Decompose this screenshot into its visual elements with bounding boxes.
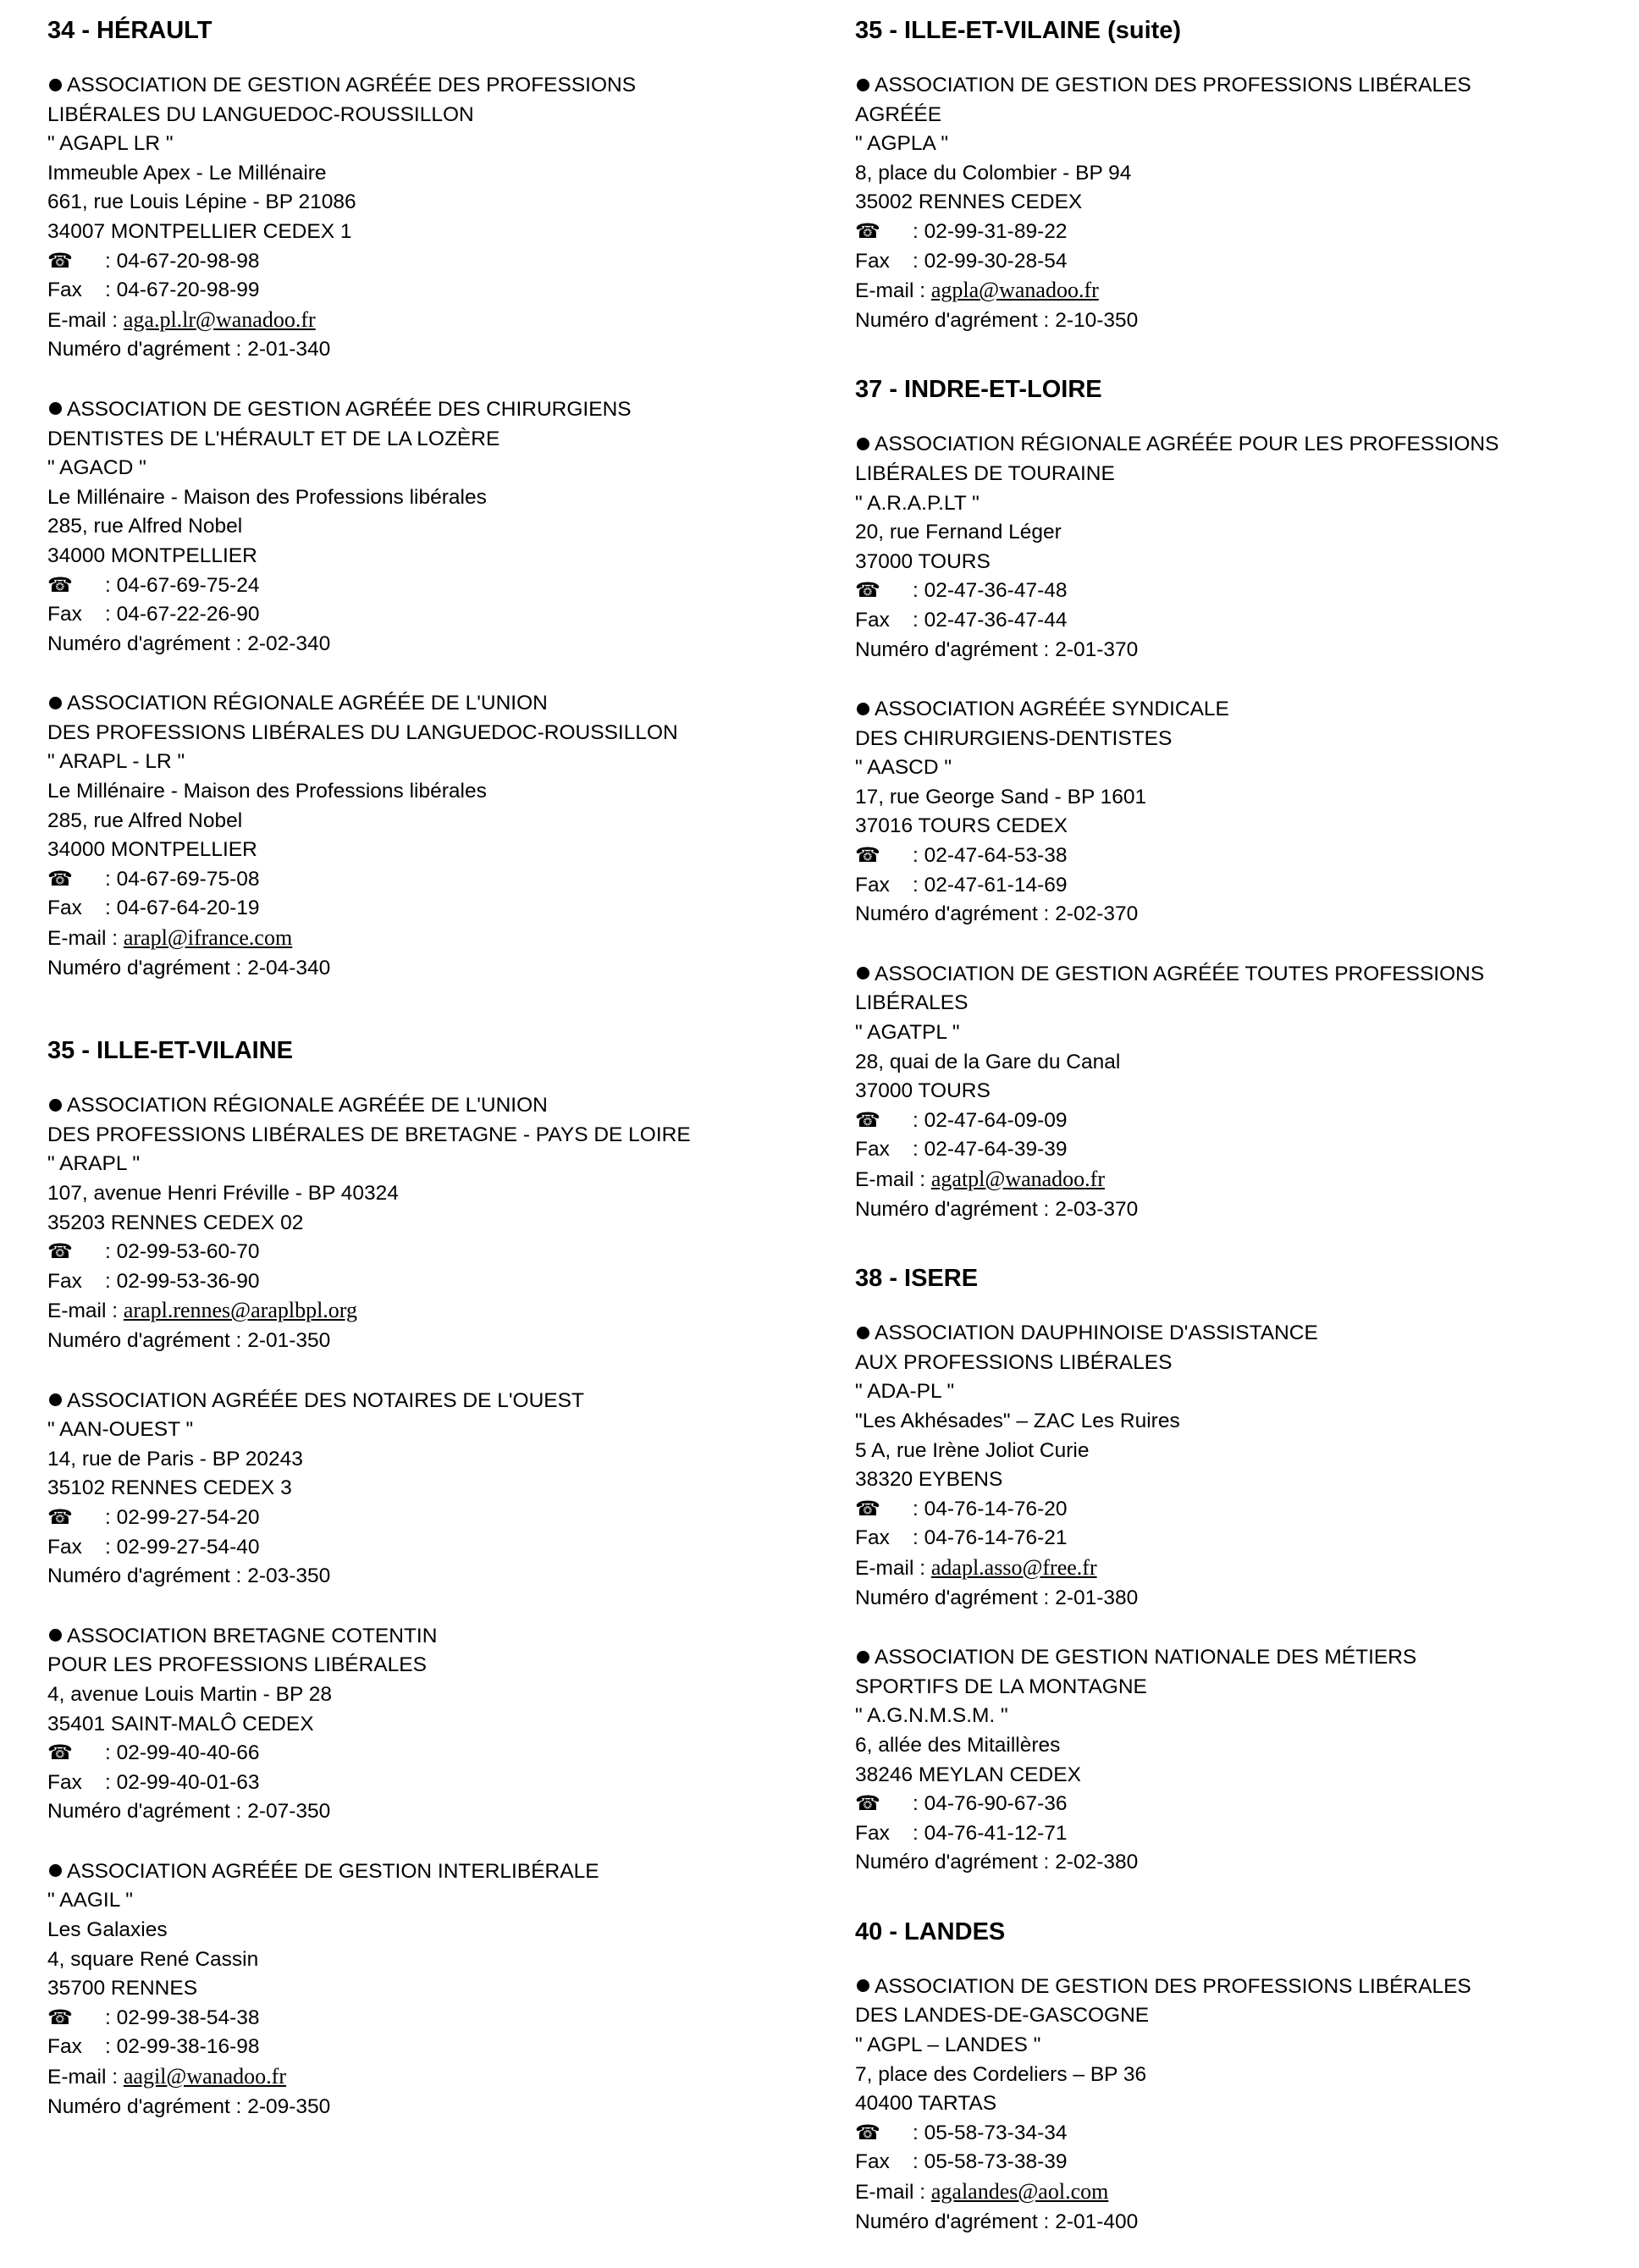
agrement-number: 2-03-350	[247, 1564, 331, 1588]
agrement-line	[47, 954, 826, 984]
address-line: Le Millénaire - Maison des Professions libérales	[47, 485, 487, 509]
fax-number: : 04-76-14-76-21	[913, 1526, 1068, 1550]
email-link[interactable]: arapl@ifrance.com	[123, 925, 293, 951]
address-line: 7, place des Cordeliers – BP 36	[855, 2062, 1147, 2086]
fax-label: Fax	[47, 897, 82, 920]
agrement-line	[47, 335, 826, 365]
phone-icon: ☎	[47, 573, 73, 597]
section-title: 38 - ISERE	[855, 1265, 979, 1293]
address-line: Immeuble Apex - Le Millénaire	[47, 161, 327, 185]
phone-number: : 04-67-69-75-24	[105, 573, 260, 597]
association-acronym: " AGATPL "	[855, 1021, 960, 1045]
association-name-line	[47, 395, 826, 425]
association-entry	[855, 1973, 1634, 2237]
fax-number: : 02-47-36-47-44	[913, 608, 1068, 632]
association-name: DES PROFESSIONS LIBÉRALES DU LANGUEDOC-ROUSSILLON	[47, 720, 678, 744]
email-label: E-mail :	[855, 279, 926, 303]
association-name-line	[855, 1673, 1634, 1702]
agrement-label: Numéro d'agrément :	[855, 902, 1050, 926]
phone-number: : 02-47-64-09-09	[913, 1108, 1068, 1132]
association-name: POUR LES PROFESSIONS LIBÉRALES	[47, 1653, 427, 1677]
agrement-line	[47, 1797, 826, 1827]
agrement-number: 2-04-340	[247, 956, 331, 979]
email-line	[855, 2177, 1634, 2208]
address-line: 37000 TOURS	[855, 549, 991, 573]
fax-line	[47, 600, 826, 630]
fax-line	[855, 2148, 1634, 2177]
association-acronym: " AGPLA "	[855, 132, 949, 156]
phone-line	[47, 865, 826, 895]
fax-line	[855, 1135, 1634, 1165]
agrement-line	[47, 630, 826, 659]
phone-line	[855, 1790, 1634, 1819]
fax-number: : 04-67-22-26-90	[105, 603, 260, 626]
fax-label: Fax	[855, 1821, 890, 1845]
email-link[interactable]: arapl.rennes@araplbpl.org	[123, 1298, 357, 1323]
address-line: 38246 MEYLAN CEDEX	[855, 1763, 1081, 1786]
phone-number: : 02-47-64-53-38	[913, 844, 1068, 868]
phone-line	[855, 1106, 1634, 1136]
address-line: 14, rue de Paris - BP 20243	[47, 1447, 303, 1471]
address-line: 34007 MONTPELLIER CEDEX 1	[47, 219, 352, 243]
agrement-label: Numéro d'agrément :	[855, 2210, 1050, 2233]
agrement-line	[855, 2208, 1634, 2238]
agrement-label: Numéro d'agrément :	[47, 2094, 242, 2118]
section	[855, 15, 1634, 335]
address-line: 40400 TARTAS	[855, 2092, 997, 2116]
fax-number: : 02-47-61-14-69	[913, 873, 1068, 897]
association-name: ASSOCIATION DE GESTION DES PROFESSIONS LIBÉRALES	[875, 1974, 1471, 1998]
association-name-line	[855, 1973, 1634, 2002]
section	[855, 374, 1634, 1224]
address-line: 37016 TOURS CEDEX	[855, 814, 1068, 838]
agrement-number: 2-01-400	[1055, 2210, 1139, 2233]
bullet-icon	[857, 967, 869, 979]
fax-label: Fax	[47, 1535, 82, 1559]
email-label: E-mail :	[47, 2066, 119, 2089]
association-entry	[47, 1091, 826, 1355]
bullet-icon	[857, 1651, 869, 1664]
association-name: ASSOCIATION DE GESTION AGRÉÉE DES CHIRURGIENS	[67, 397, 632, 421]
email-line	[47, 1296, 826, 1327]
agrement-label: Numéro d'agrément :	[47, 1328, 242, 1352]
email-line	[47, 306, 826, 336]
email-link[interactable]: agatpl@wanadoo.fr	[930, 1167, 1106, 1191]
phone-icon: ☎	[855, 1108, 880, 1132]
phone-line	[47, 571, 826, 601]
agrement-label: Numéro d'agrément :	[47, 1800, 242, 1824]
association-name-line	[855, 695, 1634, 725]
address-line: 285, rue Alfred Nobel	[47, 808, 243, 832]
agrement-line	[855, 900, 1634, 930]
agrement-line	[855, 636, 1634, 665]
agrement-label: Numéro d'agrément :	[855, 1197, 1050, 1221]
fax-line	[855, 871, 1634, 901]
email-label: E-mail :	[855, 1556, 926, 1580]
phone-line	[855, 218, 1634, 247]
email-label: E-mail :	[47, 308, 119, 332]
association-entry	[855, 1643, 1634, 1878]
section-title: 37 - INDRE-ET-LOIRE	[855, 376, 1102, 404]
association-name-line	[47, 689, 826, 719]
fax-number: : 02-99-38-16-98	[105, 2035, 260, 2059]
phone-icon: ☎	[47, 1741, 73, 1765]
association-name: LIBÉRALES DU LANGUEDOC-ROUSSILLON	[47, 102, 474, 126]
fax-number: : 04-67-64-20-19	[105, 897, 260, 920]
address-line: 20, rue Fernand Léger	[855, 521, 1062, 544]
association-acronym: " A.R.A.P.LT "	[855, 491, 980, 515]
association-entry	[855, 960, 1634, 1224]
fax-line	[47, 276, 826, 306]
association-name: ASSOCIATION RÉGIONALE AGRÉÉE POUR LES PROFESSIONS	[875, 433, 1499, 456]
association-name: DES CHIRURGIENS-DENTISTES	[855, 726, 1173, 750]
fax-label: Fax	[47, 1269, 82, 1293]
email-label: E-mail :	[855, 2181, 926, 2205]
address-line: 4, avenue Louis Martin - BP 28	[47, 1682, 332, 1706]
fax-line	[47, 1267, 826, 1297]
address-line: 37000 TOURS	[855, 1079, 991, 1103]
agrement-line	[47, 1562, 826, 1592]
phone-line	[47, 1504, 826, 1533]
address-line: 5 A, rue Irène Joliot Curie	[855, 1438, 1090, 1462]
agrement-line	[47, 1327, 826, 1356]
agrement-number: 2-09-350	[247, 2094, 331, 2118]
association-name: LIBÉRALES	[855, 991, 968, 1015]
agrement-label: Numéro d'agrément :	[47, 338, 242, 361]
email-link[interactable]: agalandes@aol.com	[930, 2179, 1109, 2205]
section-title: 40 - LANDES	[855, 1918, 1006, 1945]
phone-number: : 04-67-20-98-98	[105, 249, 260, 273]
association-name-line	[855, 1643, 1634, 1673]
association-entry	[855, 1319, 1634, 1613]
fax-line	[855, 606, 1634, 636]
bullet-icon	[49, 402, 62, 415]
fax-line	[855, 1819, 1634, 1849]
bullet-icon	[49, 1393, 62, 1406]
phone-number: : 05-58-73-34-34	[913, 2121, 1068, 2144]
association-acronym: " ARAPL "	[47, 1152, 141, 1176]
fax-number: : 02-99-27-54-40	[105, 1535, 260, 1559]
association-name: LIBÉRALES DE TOURAINE	[855, 461, 1115, 485]
phone-line	[855, 842, 1634, 871]
phone-number: : 04-67-69-75-08	[105, 867, 260, 891]
address-line: 38320 EYBENS	[855, 1468, 1003, 1492]
phone-icon: ☎	[855, 219, 880, 243]
association-entry	[855, 695, 1634, 930]
association-name: ASSOCIATION DE GESTION AGRÉÉE TOUTES PROFESSIONS	[875, 962, 1485, 985]
association-name-line	[855, 725, 1634, 754]
bullet-icon	[857, 79, 869, 91]
phone-number: : 02-99-40-40-66	[105, 1741, 260, 1765]
association-name: DES LANDES-DE-GASCOGNE	[855, 2004, 1150, 2028]
email-line	[855, 1553, 1634, 1584]
agrement-label: Numéro d'agrément :	[855, 308, 1050, 332]
association-name-line	[47, 1651, 826, 1680]
fax-number: : 05-58-73-38-39	[913, 2150, 1068, 2174]
phone-number: : 02-99-38-54-38	[105, 2006, 260, 2029]
bullet-icon	[857, 1327, 869, 1339]
fax-line	[47, 1769, 826, 1798]
phone-line	[855, 1495, 1634, 1525]
fax-label: Fax	[855, 873, 890, 897]
right-column	[855, 15, 1634, 2237]
agrement-number: 2-02-380	[1055, 1851, 1139, 1874]
fax-label: Fax	[47, 279, 82, 302]
phone-line	[47, 2004, 826, 2033]
association-name-line	[855, 989, 1634, 1018]
association-entry	[47, 689, 826, 983]
association-name-line	[47, 71, 826, 101]
section-title: 34 - HÉRAULT	[47, 17, 212, 44]
fax-label: Fax	[47, 603, 82, 626]
association-name-line	[855, 460, 1634, 489]
bullet-icon	[857, 438, 869, 450]
phone-icon: ☎	[47, 867, 73, 891]
agrement-label: Numéro d'agrément :	[855, 637, 1050, 661]
association-name: DES PROFESSIONS LIBÉRALES DE BRETAGNE - PAYS DE LOIRE	[47, 1123, 691, 1146]
fax-number: : 02-99-53-36-90	[105, 1269, 260, 1293]
agrement-line	[855, 1195, 1634, 1225]
fax-number: : 04-67-20-98-99	[105, 279, 260, 302]
agrement-label: Numéro d'agrément :	[47, 1564, 242, 1588]
fax-label: Fax	[855, 1526, 890, 1550]
email-label: E-mail :	[47, 1300, 119, 1323]
association-acronym: " AGPL – LANDES "	[855, 2033, 1041, 2057]
phone-line	[47, 247, 826, 277]
fax-label: Fax	[855, 608, 890, 632]
section	[855, 1263, 1634, 1878]
bullet-icon	[49, 697, 62, 709]
address-line: "Les Akhésades" – ZAC Les Ruires	[855, 1409, 1180, 1432]
association-name-line	[47, 1387, 826, 1416]
email-link[interactable]: aagil@wanadoo.fr	[123, 2064, 287, 2089]
association-acronym: " AGACD "	[47, 456, 146, 480]
agrement-line	[855, 1848, 1634, 1878]
bullet-icon	[857, 1979, 869, 1992]
fax-line	[47, 1533, 826, 1563]
email-label: E-mail :	[855, 1168, 926, 1191]
phone-icon: ☎	[855, 2121, 880, 2144]
email-line	[47, 924, 826, 954]
association-entry	[47, 1387, 826, 1592]
phone-icon: ☎	[47, 2006, 73, 2029]
email-line	[855, 1165, 1634, 1195]
fax-number: : 04-76-41-12-71	[913, 1821, 1068, 1845]
agrement-line	[855, 1584, 1634, 1614]
address-line: 28, quai de la Gare du Canal	[855, 1050, 1121, 1073]
association-name: ASSOCIATION AGRÉÉE SYNDICALE	[875, 698, 1229, 721]
bullet-icon	[857, 703, 869, 715]
email-label: E-mail :	[47, 927, 119, 951]
fax-line	[47, 894, 826, 924]
association-name-line	[855, 101, 1634, 130]
phone-number: : 02-99-53-60-70	[105, 1240, 260, 1264]
agrement-number: 2-01-340	[247, 338, 331, 361]
address-line: Les Galaxies	[47, 1918, 168, 1942]
phone-number: : 02-99-31-89-22	[913, 219, 1068, 243]
association-name-line	[47, 1121, 826, 1151]
association-name: SPORTIFS DE LA MONTAGNE	[855, 1675, 1147, 1698]
address-line: 8, place du Colombier - BP 94	[855, 161, 1132, 185]
left-column	[47, 15, 826, 2122]
agrement-number: 2-01-380	[1055, 1586, 1139, 1609]
agrement-number: 2-07-350	[247, 1800, 331, 1824]
address-line: 285, rue Alfred Nobel	[47, 515, 243, 538]
address-line: 17, rue George Sand - BP 1601	[855, 785, 1147, 808]
address-line: 34000 MONTPELLIER	[47, 544, 257, 567]
association-acronym: " A.G.N.M.S.M. "	[855, 1704, 1008, 1728]
association-name: ASSOCIATION RÉGIONALE AGRÉÉE DE L'UNION	[67, 1094, 548, 1117]
address-line: Le Millénaire - Maison des Professions libérales	[47, 780, 487, 803]
email-line	[47, 2062, 826, 2093]
agrement-number: 2-01-350	[247, 1328, 331, 1352]
association-name: DENTISTES DE L'HÉRAULT ET DE LA LOZÈRE	[47, 427, 500, 450]
fax-number: : 02-99-40-01-63	[105, 1770, 260, 1794]
fax-label: Fax	[47, 2035, 82, 2059]
phone-number: : 04-76-90-67-36	[913, 1792, 1068, 1816]
phone-line	[855, 2119, 1634, 2149]
phone-line	[855, 577, 1634, 606]
phone-icon: ☎	[47, 249, 73, 273]
fax-number: : 02-47-64-39-39	[913, 1138, 1068, 1162]
association-acronym: " AAN-OUEST "	[47, 1418, 194, 1442]
fax-label: Fax	[855, 1138, 890, 1162]
address-line: 661, rue Louis Lépine - BP 21086	[47, 190, 356, 214]
address-line: 35700 RENNES	[47, 1977, 198, 2000]
section	[855, 1917, 1634, 2237]
association-name-line	[855, 1319, 1634, 1349]
bullet-icon	[49, 1864, 62, 1877]
association-name-line	[47, 425, 826, 455]
fax-line	[47, 2033, 826, 2062]
email-link[interactable]: agpla@wanadoo.fr	[930, 278, 1099, 303]
association-acronym: " ARAPL - LR "	[47, 750, 185, 774]
fax-label: Fax	[855, 249, 890, 273]
agrement-number: 2-02-370	[1055, 902, 1139, 926]
association-name: AUX PROFESSIONS LIBÉRALES	[855, 1350, 1173, 1374]
agrement-number: 2-10-350	[1055, 308, 1139, 332]
address-line: 4, square René Cassin	[47, 1947, 259, 1971]
address-line: 6, allée des Mitaillères	[855, 1733, 1061, 1757]
association-name: ASSOCIATION AGRÉÉE DES NOTAIRES DE L'OUEST	[67, 1388, 584, 1412]
phone-number: : 02-99-27-54-20	[105, 1505, 260, 1529]
address-line: 35401 SAINT-MALÔ CEDEX	[47, 1712, 314, 1735]
agrement-label: Numéro d'agrément :	[47, 632, 242, 655]
association-acronym: " AAGIL "	[47, 1889, 133, 1912]
association-name: ASSOCIATION RÉGIONALE AGRÉÉE DE L'UNION	[67, 692, 548, 715]
association-acronym: " AASCD "	[855, 756, 952, 780]
association-name-line	[855, 71, 1634, 101]
association-name: ASSOCIATION BRETAGNE COTENTIN	[67, 1624, 438, 1647]
association-name: ASSOCIATION DE GESTION NATIONALE DES MÉTIERS	[875, 1646, 1417, 1669]
association-name: ASSOCIATION DE GESTION DES PROFESSIONS LIBÉRALES	[875, 74, 1471, 97]
association-name-line	[47, 1857, 826, 1887]
address-line: 35002 RENNES CEDEX	[855, 190, 1083, 214]
section	[47, 15, 826, 983]
fax-line	[855, 1524, 1634, 1553]
association-name: ASSOCIATION DE GESTION AGRÉÉE DES PROFESSIONS	[67, 74, 637, 97]
bullet-icon	[49, 1099, 62, 1112]
phone-number: : 04-76-14-76-20	[913, 1497, 1068, 1520]
agrement-label: Numéro d'agrément :	[47, 956, 242, 979]
association-name-line	[855, 430, 1634, 460]
phone-line	[47, 1238, 826, 1267]
association-entry	[855, 430, 1634, 665]
agrement-label: Numéro d'agrément :	[855, 1851, 1050, 1874]
association-entry	[47, 395, 826, 659]
bullet-icon	[49, 1629, 62, 1642]
address-line: 107, avenue Henri Fréville - BP 40324	[47, 1182, 399, 1205]
section	[47, 1035, 826, 2122]
fax-line	[855, 247, 1634, 277]
association-name: AGRÉÉE	[855, 102, 942, 126]
association-entry	[855, 71, 1634, 335]
phone-icon: ☎	[855, 1792, 880, 1816]
fax-label: Fax	[47, 1770, 82, 1794]
association-name-line	[47, 1622, 826, 1652]
agrement-number: 2-02-340	[247, 632, 331, 655]
association-name-line	[47, 1091, 826, 1121]
agrement-number: 2-01-370	[1055, 637, 1139, 661]
address-line: 35102 RENNES CEDEX 3	[47, 1476, 292, 1500]
email-link[interactable]: aga.pl.lr@wanadoo.fr	[123, 306, 316, 332]
agrement-line	[47, 2093, 826, 2122]
email-link[interactable]: adapl.asso@free.fr	[930, 1554, 1097, 1580]
association-entry	[47, 1857, 826, 2122]
phone-icon: ☎	[855, 844, 880, 868]
association-name: ASSOCIATION AGRÉÉE DE GESTION INTERLIBÉRALE	[67, 1859, 599, 1883]
association-name-line	[47, 719, 826, 748]
association-name-line	[855, 2001, 1634, 2031]
association-name-line	[855, 1349, 1634, 1378]
fax-number: : 02-99-30-28-54	[913, 249, 1068, 273]
bullet-icon	[49, 79, 62, 91]
phone-number: : 02-47-36-47-48	[913, 579, 1068, 603]
phone-icon: ☎	[855, 579, 880, 603]
phone-icon: ☎	[47, 1240, 73, 1264]
section-title: 35 - ILLE-ET-VILAINE (suite)	[855, 17, 1182, 44]
agrement-number: 2-03-370	[1055, 1197, 1139, 1221]
association-acronym: " AGAPL LR "	[47, 132, 174, 156]
email-line	[855, 276, 1634, 306]
phone-icon: ☎	[855, 1497, 880, 1520]
agrement-line	[855, 306, 1634, 336]
fax-label: Fax	[855, 2150, 890, 2174]
phone-line	[47, 1739, 826, 1769]
association-acronym: " ADA-PL "	[855, 1380, 955, 1404]
association-name-line	[47, 101, 826, 130]
agrement-label: Numéro d'agrément :	[855, 1586, 1050, 1609]
association-name: ASSOCIATION DAUPHINOISE D'ASSISTANCE	[875, 1322, 1318, 1345]
association-entry	[47, 1622, 826, 1827]
association-entry	[47, 71, 826, 365]
association-name-line	[855, 960, 1634, 990]
address-line: 35203 RENNES CEDEX 02	[47, 1211, 304, 1234]
address-line: 34000 MONTPELLIER	[47, 838, 257, 862]
phone-icon: ☎	[47, 1505, 73, 1529]
section-title: 35 - ILLE-ET-VILAINE	[47, 1037, 294, 1065]
